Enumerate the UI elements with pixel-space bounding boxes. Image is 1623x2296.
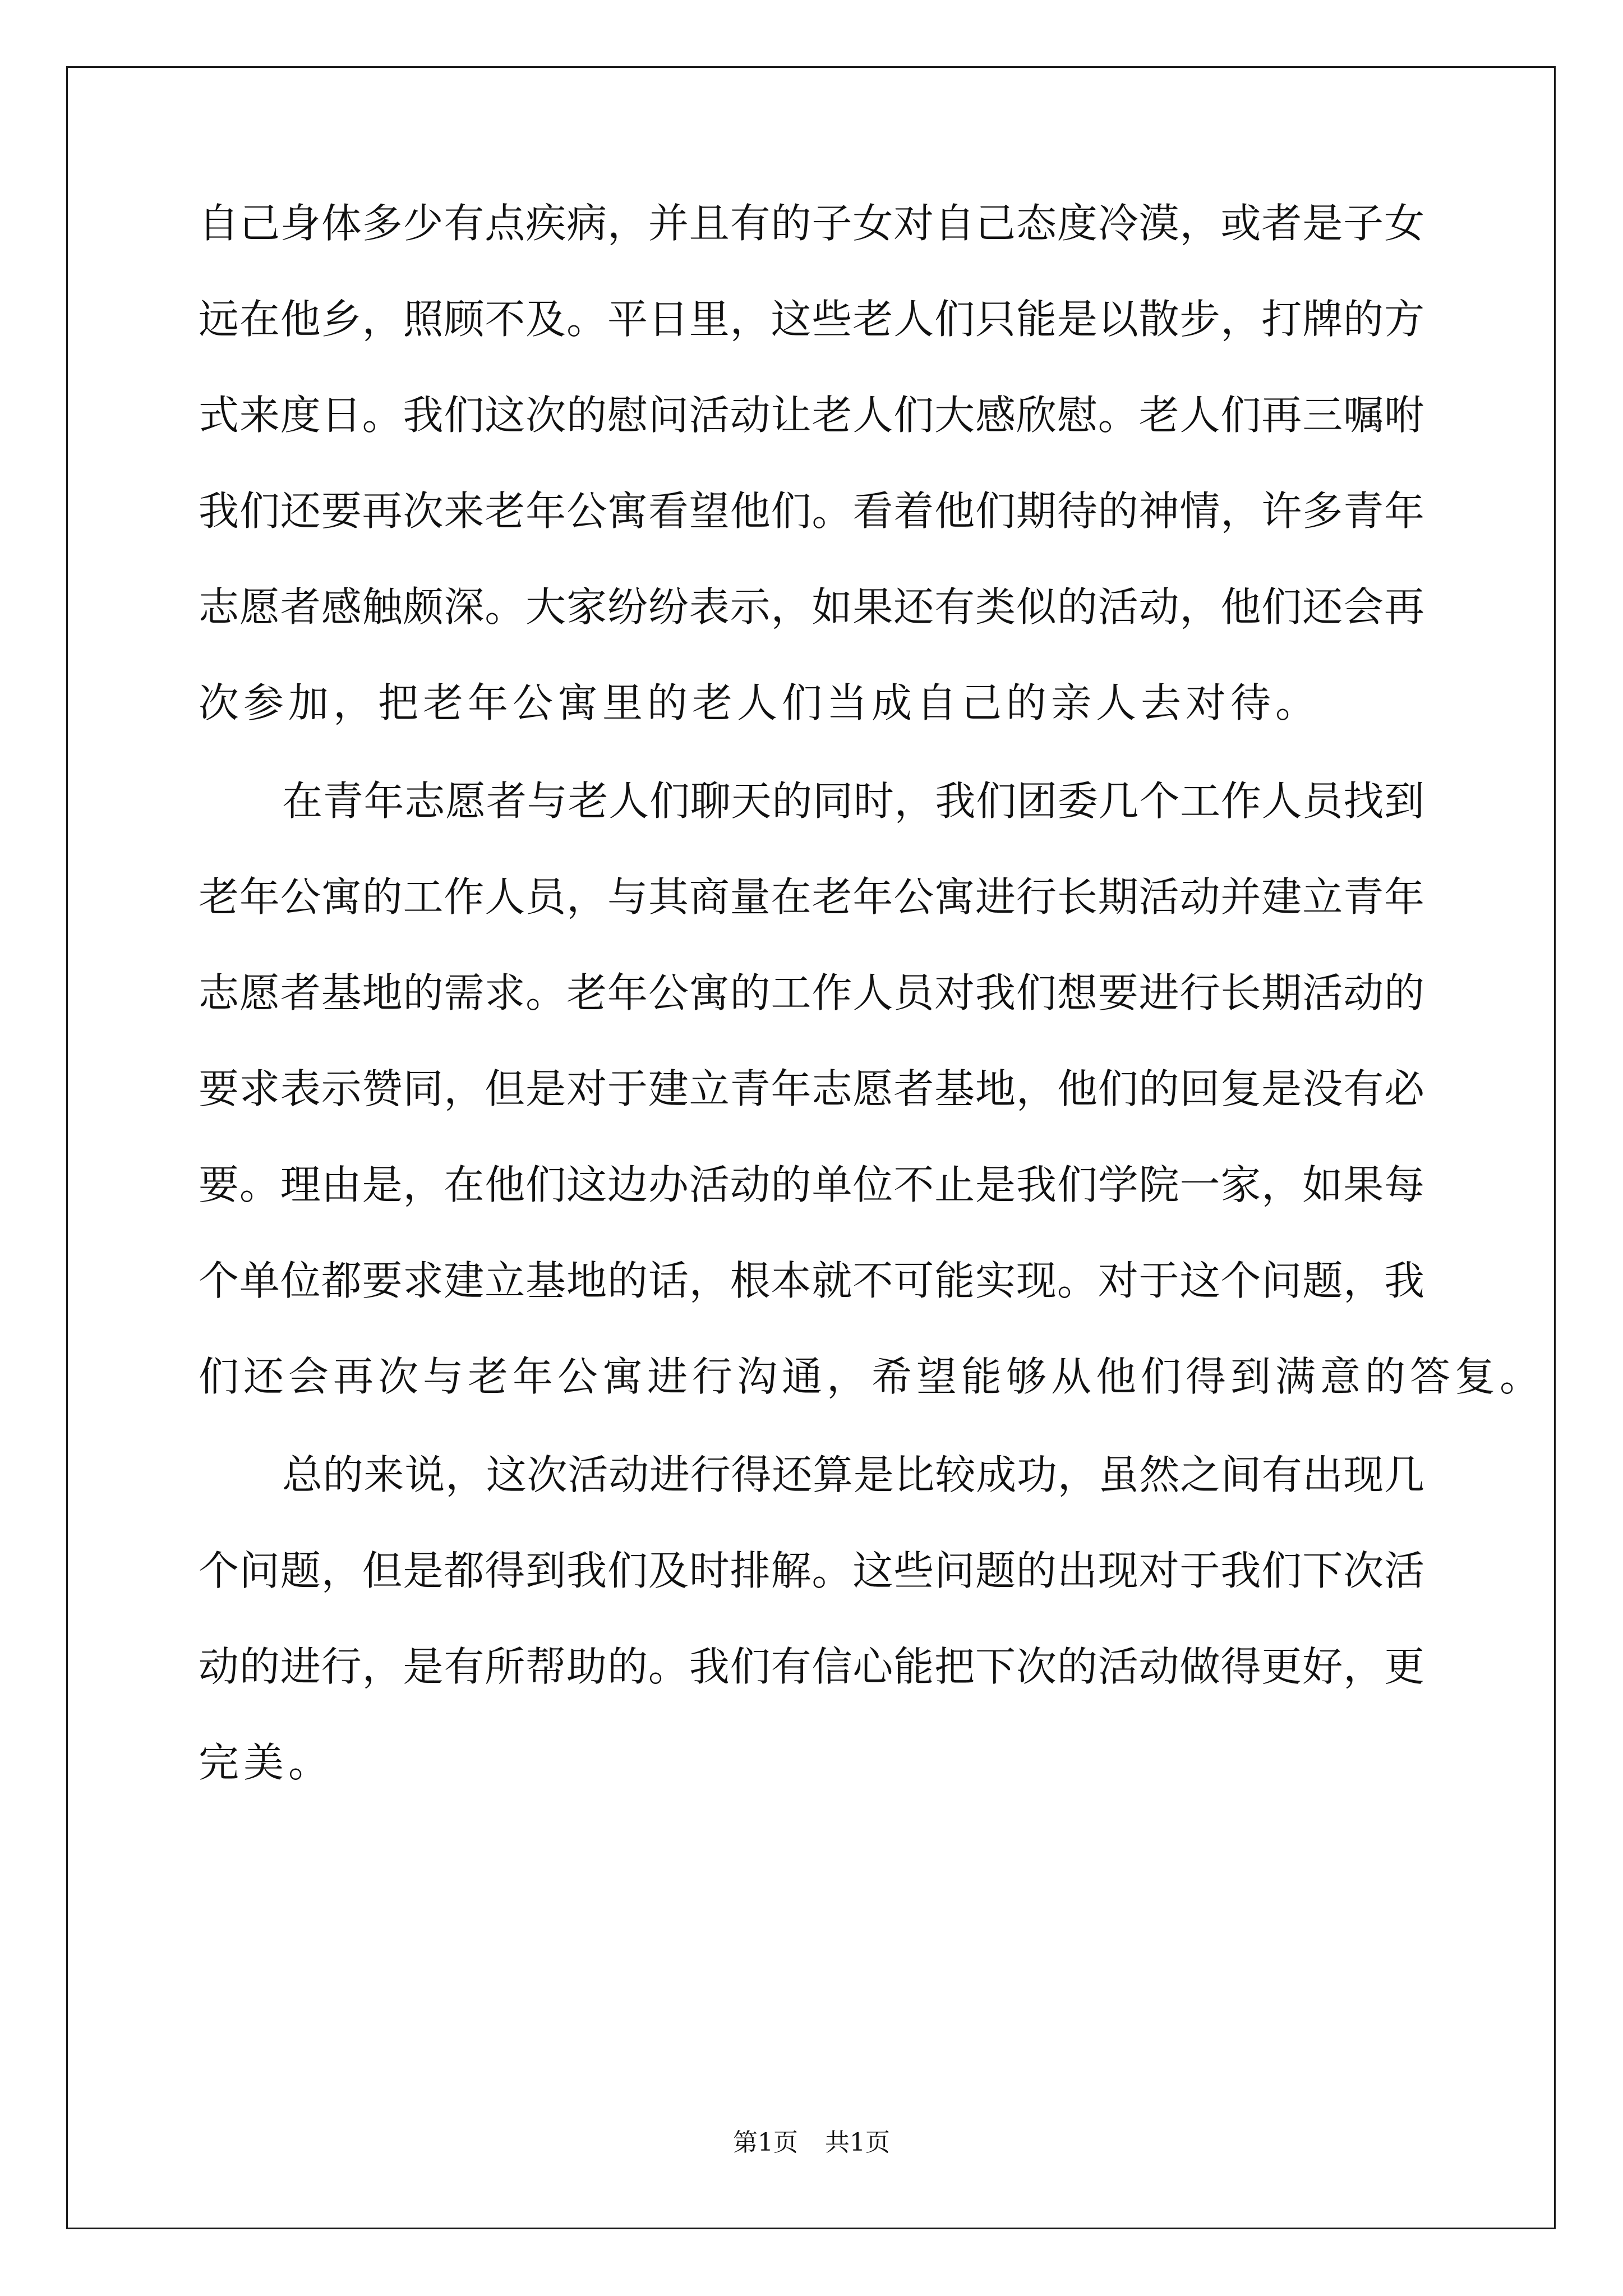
text-line: 总的来说，这次活动进行得还算是比较成功，虽然之间有出现几 [282,1451,1424,1498]
text-line: 们还会再次与老年公寓进行沟通，希望能够从他们得到满意的答复。 [199,1353,1545,1400]
text-line: 个问题，但是都得到我们及时排解。这些问题的出现对于我们下次活 [199,1547,1424,1594]
text-line: 要。理由是，在他们这边办活动的单位不止是我们学院一家，如果每 [199,1161,1424,1208]
text-line: 在青年志愿者与老人们聊天的同时，我们团委几个工作人员找到 [282,777,1424,825]
text-line: 老年公寓的工作人员，与其商量在老年公寓进行长期活动并建立青年 [199,873,1424,921]
text-line: 完美。 [199,1739,334,1786]
text-line: 我们还要再次来老年公寓看望他们。看着他们期待的神情，许多青年 [199,487,1424,535]
text-line: 志愿者基地的需求。老年公寓的工作人员对我们想要进行长期活动的 [199,969,1424,1016]
text-line: 远在他乡，照顾不及。平日里，这些老人们只能是以散步，打牌的方 [199,296,1424,343]
text-line: 动的进行，是有所帮助的。我们有信心能把下次的活动做得更好，更 [199,1643,1424,1690]
text-line: 式来度日。我们这次的慰问活动让老人们大感欣慰。老人们再三嘱咐 [199,392,1424,439]
text-line: 要求表示赞同，但是对于建立青年志愿者基地，他们的回复是没有必 [199,1065,1424,1112]
page-total: 共1页 [825,2128,890,2157]
page-footer [0,2122,1623,2158]
text-line: 次参加，把老年公寓里的老人们当成自己的亲人去对待。 [199,679,1321,726]
text-line: 志愿者感触颇深。大家纷纷表示，如果还有类似的活动，他们还会再 [199,583,1424,631]
document-body [199,200,1545,1838]
page-number: 第1页 [733,2128,798,2157]
text-line: 个单位都要求建立基地的话，根本就不可能实现。对于这个问题，我 [199,1257,1424,1304]
text-line: 自己身体多少有点疾病，并且有的子女对自己态度冷漠，或者是子女 [199,200,1424,247]
